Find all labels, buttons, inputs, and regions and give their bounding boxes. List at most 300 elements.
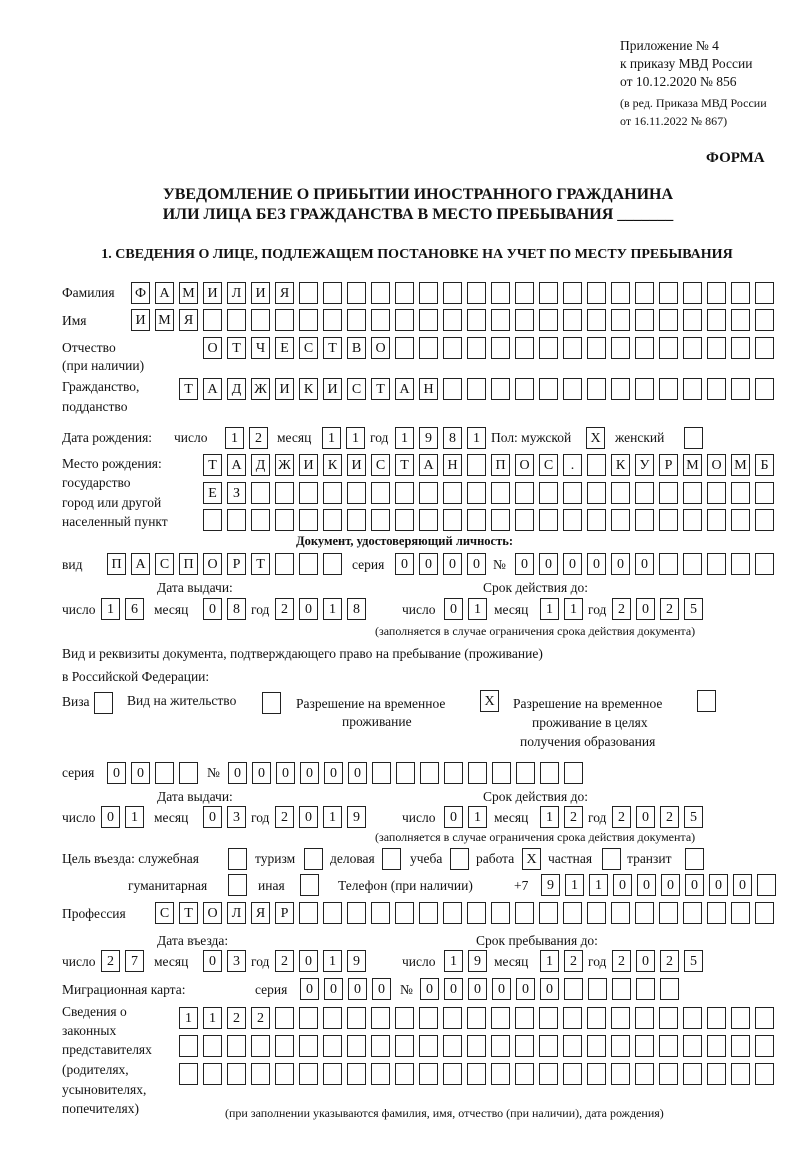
char-cell[interactable] [635,309,654,331]
char-cell[interactable]: 1 [589,874,608,896]
char-cell[interactable] [515,1007,534,1029]
char-cell[interactable] [539,378,558,400]
char-cell[interactable] [323,553,342,575]
char-cell[interactable] [611,509,630,531]
char-cell[interactable]: С [155,902,174,924]
char-cell[interactable] [419,482,438,504]
char-cell[interactable] [491,1063,510,1085]
char-cell[interactable] [323,282,342,304]
char-cell[interactable] [707,282,726,304]
char-cell[interactable] [443,482,462,504]
checkbox-cell[interactable]: X [522,848,541,870]
char-cell[interactable] [564,978,583,1000]
char-cell[interactable] [516,762,535,784]
char-cell[interactable] [323,1035,342,1057]
char-cell[interactable] [443,1035,462,1057]
char-cell[interactable]: Ж [251,378,270,400]
char-cell[interactable] [443,509,462,531]
char-cell[interactable] [659,509,678,531]
char-cell[interactable]: С [299,337,318,359]
char-cell[interactable]: 0 [107,762,126,784]
char-cell[interactable] [539,1007,558,1029]
char-cell[interactable] [515,337,534,359]
char-cell[interactable]: 0 [661,874,680,896]
char-cell[interactable]: 0 [636,598,655,620]
char-cell[interactable] [491,1007,510,1029]
char-cell[interactable]: А [131,553,150,575]
char-cell[interactable]: Я [179,309,198,331]
char-cell[interactable] [275,1007,294,1029]
checkbox-cell[interactable]: X [586,427,605,449]
char-cell[interactable] [179,762,198,784]
char-cell[interactable]: И [131,309,150,331]
char-cell[interactable] [587,1035,606,1057]
char-cell[interactable]: 2 [660,598,679,620]
char-cell[interactable] [563,337,582,359]
char-cell[interactable] [540,762,559,784]
char-cell[interactable]: А [155,282,174,304]
checkbox-cell[interactable] [300,874,319,896]
char-cell[interactable] [683,378,702,400]
char-cell[interactable] [443,337,462,359]
char-cell[interactable]: 2 [660,950,679,972]
char-cell[interactable] [467,1035,486,1057]
char-cell[interactable] [443,1007,462,1029]
char-cell[interactable] [731,1007,750,1029]
char-cell[interactable] [443,902,462,924]
char-cell[interactable]: 9 [347,950,366,972]
char-cell[interactable] [635,482,654,504]
checkbox-cell[interactable] [228,874,247,896]
char-cell[interactable] [227,309,246,331]
char-cell[interactable] [299,482,318,504]
char-cell[interactable] [299,309,318,331]
char-cell[interactable]: 2 [227,1007,246,1029]
char-cell[interactable] [275,309,294,331]
char-cell[interactable]: О [203,337,222,359]
char-cell[interactable] [347,309,366,331]
char-cell[interactable]: 2 [612,598,631,620]
char-cell[interactable] [491,1035,510,1057]
char-cell[interactable]: 1 [101,598,120,620]
char-cell[interactable] [659,1007,678,1029]
char-cell[interactable] [419,1007,438,1029]
char-cell[interactable] [659,482,678,504]
checkbox-cell[interactable] [262,692,281,714]
char-cell[interactable] [492,762,511,784]
char-cell[interactable]: 1 [179,1007,198,1029]
char-cell[interactable]: 0 [516,978,535,1000]
char-cell[interactable] [467,378,486,400]
char-cell[interactable] [707,553,726,575]
char-cell[interactable] [395,282,414,304]
char-cell[interactable] [347,482,366,504]
char-cell[interactable]: К [611,454,630,476]
char-cell[interactable] [659,337,678,359]
char-cell[interactable] [683,1007,702,1029]
char-cell[interactable]: 0 [324,762,343,784]
char-cell[interactable] [515,1035,534,1057]
char-cell[interactable] [299,1035,318,1057]
char-cell[interactable]: Ж [275,454,294,476]
checkbox-cell[interactable] [450,848,469,870]
char-cell[interactable] [395,1035,414,1057]
char-cell[interactable] [659,282,678,304]
char-cell[interactable] [683,482,702,504]
char-cell[interactable]: 0 [300,762,319,784]
char-cell[interactable] [539,282,558,304]
char-cell[interactable] [395,902,414,924]
char-cell[interactable]: Т [395,454,414,476]
char-cell[interactable] [755,1035,774,1057]
char-cell[interactable] [251,482,270,504]
char-cell[interactable] [323,482,342,504]
char-cell[interactable]: С [155,553,174,575]
char-cell[interactable]: Р [659,454,678,476]
char-cell[interactable]: 0 [709,874,728,896]
char-cell[interactable]: 0 [101,806,120,828]
char-cell[interactable]: Б [755,454,774,476]
char-cell[interactable] [635,337,654,359]
char-cell[interactable]: 2 [564,950,583,972]
char-cell[interactable] [659,1063,678,1085]
char-cell[interactable] [587,1063,606,1085]
char-cell[interactable] [755,1007,774,1029]
char-cell[interactable]: 0 [636,806,655,828]
char-cell[interactable] [444,762,463,784]
char-cell[interactable] [611,902,630,924]
char-cell[interactable] [371,482,390,504]
char-cell[interactable] [468,762,487,784]
char-cell[interactable]: 0 [252,762,271,784]
char-cell[interactable]: 0 [467,553,486,575]
char-cell[interactable]: Н [443,454,462,476]
char-cell[interactable]: 2 [275,598,294,620]
char-cell[interactable] [395,337,414,359]
char-cell[interactable]: Р [275,902,294,924]
char-cell[interactable] [563,1007,582,1029]
char-cell[interactable] [635,1035,654,1057]
char-cell[interactable] [731,378,750,400]
char-cell[interactable]: П [107,553,126,575]
char-cell[interactable]: И [275,378,294,400]
char-cell[interactable] [659,309,678,331]
char-cell[interactable]: Я [251,902,270,924]
char-cell[interactable]: Т [179,378,198,400]
char-cell[interactable] [347,902,366,924]
char-cell[interactable] [299,282,318,304]
char-cell[interactable] [564,762,583,784]
checkbox-cell[interactable] [304,848,323,870]
char-cell[interactable]: 2 [612,806,631,828]
char-cell[interactable] [251,309,270,331]
char-cell[interactable] [395,1063,414,1085]
char-cell[interactable]: С [539,454,558,476]
char-cell[interactable] [467,902,486,924]
char-cell[interactable]: 5 [684,950,703,972]
char-cell[interactable]: 0 [540,978,559,1000]
char-cell[interactable] [275,1035,294,1057]
char-cell[interactable]: И [299,454,318,476]
char-cell[interactable] [467,454,486,476]
char-cell[interactable] [587,902,606,924]
char-cell[interactable] [757,874,776,896]
char-cell[interactable] [491,902,510,924]
checkbox-cell[interactable]: X [480,690,499,712]
char-cell[interactable]: 9 [347,806,366,828]
char-cell[interactable]: Т [203,454,222,476]
char-cell[interactable] [539,902,558,924]
char-cell[interactable] [755,509,774,531]
char-cell[interactable] [443,1063,462,1085]
char-cell[interactable] [683,309,702,331]
char-cell[interactable]: 0 [636,950,655,972]
char-cell[interactable]: О [371,337,390,359]
char-cell[interactable] [635,1007,654,1029]
char-cell[interactable] [323,1007,342,1029]
char-cell[interactable]: А [203,378,222,400]
checkbox-cell[interactable] [382,848,401,870]
char-cell[interactable]: О [203,902,222,924]
char-cell[interactable] [467,482,486,504]
char-cell[interactable] [395,309,414,331]
char-cell[interactable] [731,482,750,504]
char-cell[interactable]: 1 [322,427,341,449]
char-cell[interactable] [323,509,342,531]
char-cell[interactable] [539,1035,558,1057]
char-cell[interactable] [587,509,606,531]
char-cell[interactable]: 5 [684,806,703,828]
char-cell[interactable]: 0 [228,762,247,784]
char-cell[interactable]: 0 [299,598,318,620]
char-cell[interactable]: 0 [587,553,606,575]
char-cell[interactable] [563,378,582,400]
char-cell[interactable] [683,553,702,575]
char-cell[interactable]: А [227,454,246,476]
char-cell[interactable] [563,1035,582,1057]
char-cell[interactable]: С [347,378,366,400]
char-cell[interactable] [515,509,534,531]
char-cell[interactable]: П [491,454,510,476]
char-cell[interactable] [755,902,774,924]
char-cell[interactable]: Я [275,282,294,304]
char-cell[interactable] [755,309,774,331]
char-cell[interactable]: Н [419,378,438,400]
char-cell[interactable]: Т [227,337,246,359]
char-cell[interactable] [467,282,486,304]
char-cell[interactable] [636,978,655,1000]
char-cell[interactable] [491,309,510,331]
char-cell[interactable]: 8 [227,598,246,620]
char-cell[interactable] [251,1063,270,1085]
char-cell[interactable]: 0 [492,978,511,1000]
char-cell[interactable] [491,337,510,359]
char-cell[interactable] [443,309,462,331]
char-cell[interactable]: 0 [420,978,439,1000]
char-cell[interactable] [707,509,726,531]
char-cell[interactable] [467,509,486,531]
char-cell[interactable]: З [227,482,246,504]
char-cell[interactable]: 0 [419,553,438,575]
char-cell[interactable]: 2 [251,1007,270,1029]
char-cell[interactable]: 6 [125,598,144,620]
char-cell[interactable]: 1 [468,598,487,620]
char-cell[interactable]: И [251,282,270,304]
char-cell[interactable]: 0 [685,874,704,896]
char-cell[interactable] [419,1035,438,1057]
char-cell[interactable] [539,509,558,531]
char-cell[interactable]: Е [203,482,222,504]
char-cell[interactable]: 0 [203,950,222,972]
checkbox-cell[interactable] [697,690,716,712]
char-cell[interactable]: 2 [612,950,631,972]
char-cell[interactable] [587,309,606,331]
char-cell[interactable] [443,378,462,400]
char-cell[interactable]: П [179,553,198,575]
char-cell[interactable] [275,482,294,504]
char-cell[interactable] [419,309,438,331]
char-cell[interactable]: 0 [299,950,318,972]
char-cell[interactable] [395,509,414,531]
char-cell[interactable] [659,1035,678,1057]
char-cell[interactable]: 1 [468,806,487,828]
checkbox-cell[interactable] [94,692,113,714]
char-cell[interactable]: 1 [203,1007,222,1029]
char-cell[interactable] [419,902,438,924]
char-cell[interactable]: У [635,454,654,476]
char-cell[interactable] [611,282,630,304]
char-cell[interactable] [491,509,510,531]
char-cell[interactable]: М [155,309,174,331]
char-cell[interactable] [515,309,534,331]
checkbox-cell[interactable] [602,848,621,870]
char-cell[interactable]: 1 [125,806,144,828]
char-cell[interactable] [179,1035,198,1057]
char-cell[interactable] [491,482,510,504]
char-cell[interactable]: Ч [251,337,270,359]
char-cell[interactable] [443,282,462,304]
char-cell[interactable] [587,482,606,504]
char-cell[interactable]: Д [227,378,246,400]
char-cell[interactable]: 0 [613,874,632,896]
char-cell[interactable] [731,509,750,531]
char-cell[interactable] [635,1063,654,1085]
char-cell[interactable] [612,978,631,1000]
char-cell[interactable]: 1 [323,950,342,972]
char-cell[interactable] [731,309,750,331]
char-cell[interactable] [203,509,222,531]
char-cell[interactable]: А [395,378,414,400]
char-cell[interactable] [539,309,558,331]
char-cell[interactable] [707,337,726,359]
char-cell[interactable]: 2 [101,950,120,972]
char-cell[interactable] [419,509,438,531]
char-cell[interactable] [467,337,486,359]
char-cell[interactable]: М [179,282,198,304]
char-cell[interactable]: Ф [131,282,150,304]
char-cell[interactable]: 0 [637,874,656,896]
char-cell[interactable] [275,553,294,575]
char-cell[interactable] [587,337,606,359]
char-cell[interactable]: К [323,454,342,476]
char-cell[interactable]: 0 [563,553,582,575]
char-cell[interactable] [515,282,534,304]
char-cell[interactable] [611,337,630,359]
char-cell[interactable] [323,1063,342,1085]
char-cell[interactable]: 0 [635,553,654,575]
char-cell[interactable] [155,762,174,784]
char-cell[interactable]: А [419,454,438,476]
char-cell[interactable] [347,1035,366,1057]
char-cell[interactable] [323,902,342,924]
char-cell[interactable]: 5 [684,598,703,620]
char-cell[interactable] [515,1063,534,1085]
char-cell[interactable]: 0 [300,978,319,1000]
char-cell[interactable]: 0 [203,598,222,620]
char-cell[interactable] [179,1063,198,1085]
char-cell[interactable] [755,1063,774,1085]
char-cell[interactable]: 1 [346,427,365,449]
char-cell[interactable] [347,1063,366,1085]
char-cell[interactable] [563,309,582,331]
char-cell[interactable] [731,553,750,575]
char-cell[interactable] [419,282,438,304]
char-cell[interactable] [755,378,774,400]
char-cell[interactable] [660,978,679,1000]
char-cell[interactable] [203,1063,222,1085]
char-cell[interactable]: 7 [125,950,144,972]
char-cell[interactable] [731,902,750,924]
char-cell[interactable] [587,1007,606,1029]
char-cell[interactable]: 1 [540,598,559,620]
char-cell[interactable] [683,1063,702,1085]
char-cell[interactable]: 3 [227,950,246,972]
char-cell[interactable]: 0 [348,978,367,1000]
char-cell[interactable] [275,1063,294,1085]
char-cell[interactable] [635,902,654,924]
char-cell[interactable] [299,1063,318,1085]
char-cell[interactable]: 0 [444,806,463,828]
char-cell[interactable] [467,309,486,331]
char-cell[interactable] [347,509,366,531]
checkbox-cell[interactable] [228,848,247,870]
char-cell[interactable] [371,902,390,924]
char-cell[interactable] [755,282,774,304]
checkbox-cell[interactable] [684,427,703,449]
char-cell[interactable]: 1 [323,598,342,620]
char-cell[interactable] [395,482,414,504]
char-cell[interactable] [371,509,390,531]
char-cell[interactable] [347,1007,366,1029]
char-cell[interactable] [588,978,607,1000]
char-cell[interactable]: 0 [348,762,367,784]
char-cell[interactable]: 8 [347,598,366,620]
char-cell[interactable] [707,378,726,400]
char-cell[interactable] [707,482,726,504]
char-cell[interactable]: 9 [419,427,438,449]
char-cell[interactable]: 0 [443,553,462,575]
char-cell[interactable]: 0 [372,978,391,1000]
char-cell[interactable] [683,282,702,304]
char-cell[interactable] [611,1007,630,1029]
char-cell[interactable]: 0 [444,598,463,620]
char-cell[interactable]: 2 [249,427,268,449]
char-cell[interactable] [203,1035,222,1057]
char-cell[interactable]: С [371,454,390,476]
char-cell[interactable]: 1 [467,427,486,449]
char-cell[interactable] [419,1063,438,1085]
char-cell[interactable] [587,454,606,476]
